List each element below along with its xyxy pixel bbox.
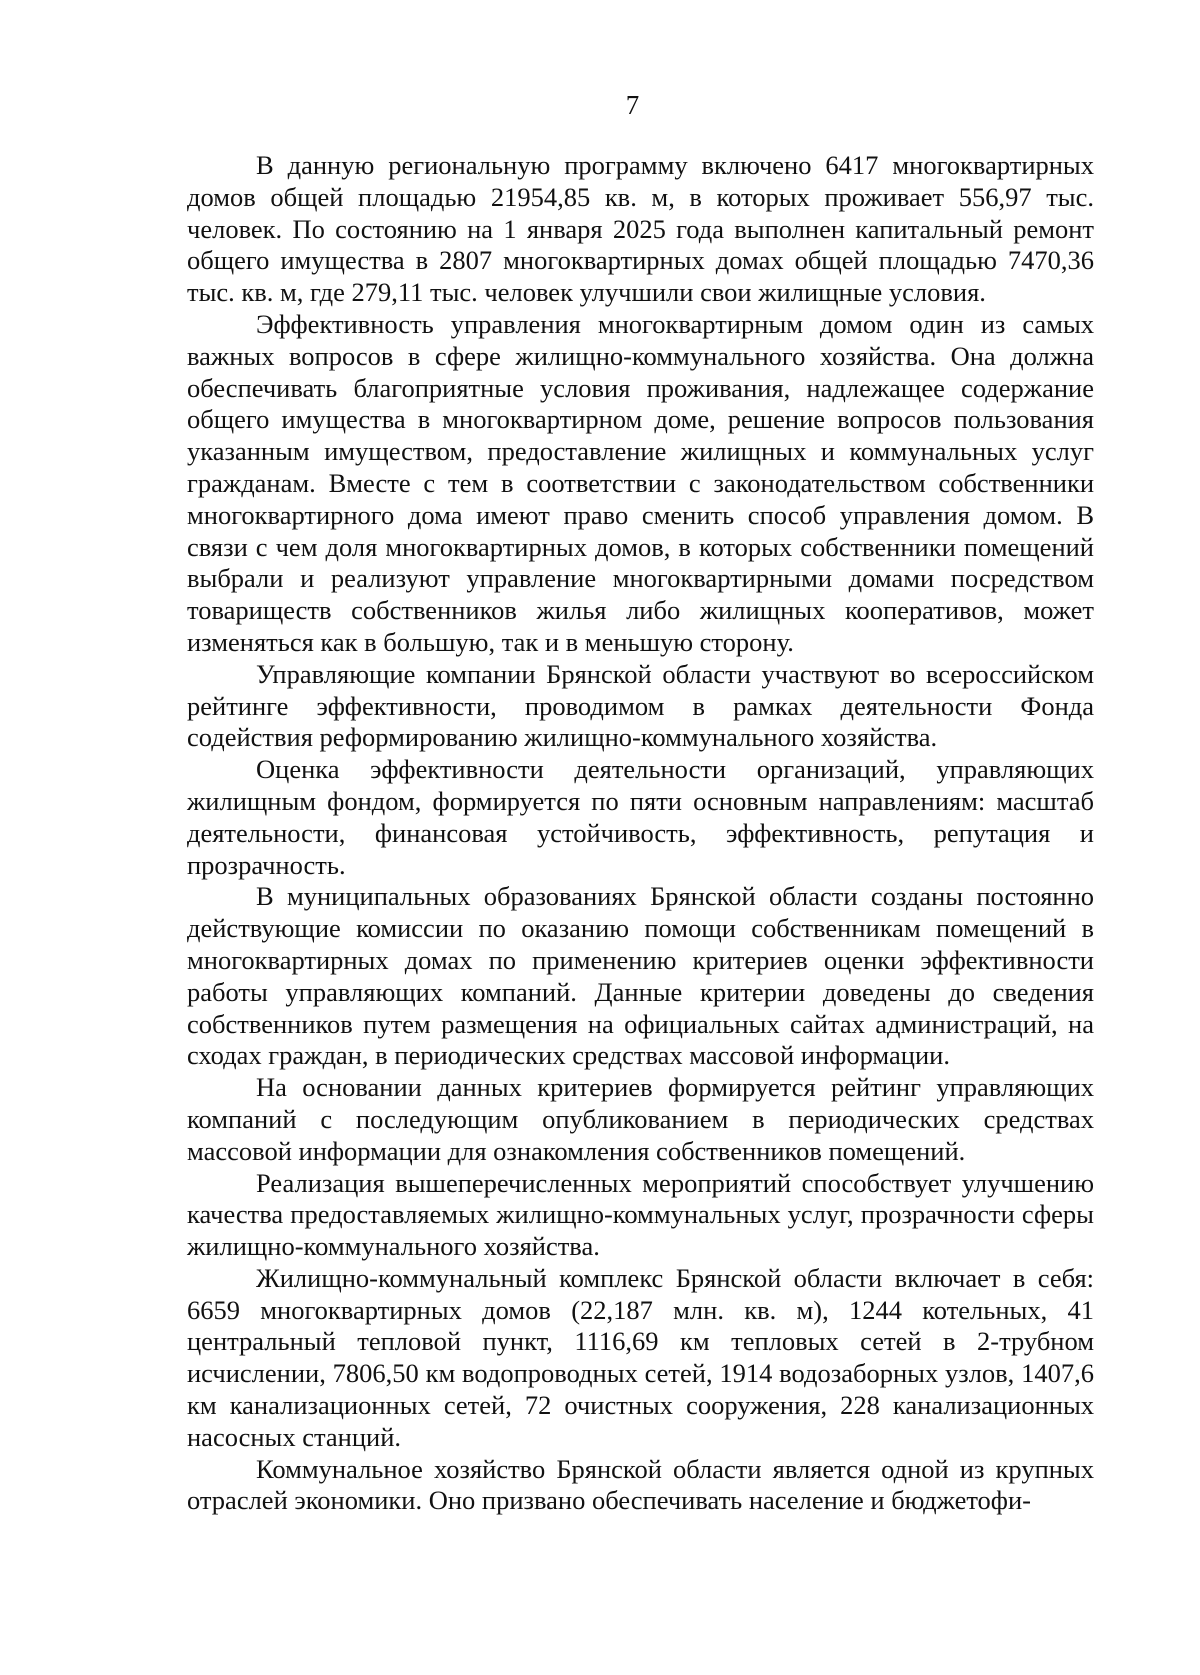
paragraph-commissions: В муниципальных образованиях Брянской области созданы постоянно действующие комиссии по оказанию помощи собственникам помещений в многоквартирных домах по применению критериев оценки эффективности работы управляющих компаний. Данные критерии доведены до сведения собственников путем размещения на официальных сайтах администраций, на сходах граждан, в периодических средствах массовой информации.	[187, 881, 1094, 1071]
paragraph-implementation: Реализация вышеперечисленных мероприятий способствует улучшению качества предоставляемых жилищно-коммунальных услуг, прозрачности сферы жилищно-коммунального хозяйства.	[187, 1167, 1094, 1262]
paragraph-rating-publication: На основании данных критериев формируется рейтинг управляющих компаний с последующим опубликованием в периодических средствах массовой информации для ознакомления собственников помещений.	[187, 1072, 1094, 1166]
paragraph-evaluation-criteria: Оценка эффективности деятельности организаций, управляющих жилищным фондом, формируется по пяти основным направлениям: масштаб деятельности, финансовая устойчивость, эффективность, репутация и прозрачность.	[187, 754, 1094, 880]
paragraph-housing-complex: Жилищно-коммунальный комплекс Брянской области включает в себя: 6659 многоквартирных домов (22,187 млн. кв. м), 1244 котельных, 41 центральный тепловой пункт, 1116,69 км тепловых сетей в 2-трубном исчислении, 7806,50 км водопроводных сетей, 1914 водозаборных узлов, 1407,6 км канализационных сетей, 72 очистных сооружения, 228 канализационных насосных станций.	[187, 1262, 1094, 1452]
paragraph-program-summary: В данную региональную программу включено 6417 многоквартирных домов общей площадью 21954,85 кв. м, в которых проживает 556,97 тыс. человек. По состоянию на 1 января 2025 года выполнен капитальный ремонт общего имущества в 2807 многоквартирных домах общей площадью 7470,36 тыс. кв. м, где 279,11 тыс. человек улучшили свои жилищные условия.	[187, 150, 1094, 308]
document-body	[187, 150, 1094, 1517]
paragraph-rating-participation: Управляющие компании Брянской области участвуют во всероссийском рейтинге эффективности, проводимом в рамках деятельности Фонда содействия реформированию жилищно-коммунального хозяйства.	[187, 658, 1094, 753]
page-number: 7	[625, 90, 640, 120]
paragraph-management-efficiency: Эффективность управления многоквартирным домом один из самых важных вопросов в сфере жилищно-коммунального хозяйства. Она должна обеспечивать благоприятные условия проживания, надлежащее содержание общего имущества в многоквартирном доме, решение вопросов пользования указанным имуществом, предоставление жилищных и коммунальных услуг гражданам. Вместе с тем в соответствии с законодательством собственники многоквартирного дома имеют право сменить способ управления домом. В связи с чем доля многоквартирных домов, в которых собственники помещений выбрали и реализуют управление многоквартирными домами посредством товариществ собственников жилья либо жилищных кооперативов, может изменяться как в большую, так и в меньшую сторону.	[187, 308, 1094, 657]
paragraph-utilities-sector: Коммунальное хозяйство Брянской области является одной из крупных отраслей экономики. Оно призвано обеспечивать население и бюджетофи-	[187, 1453, 1094, 1516]
